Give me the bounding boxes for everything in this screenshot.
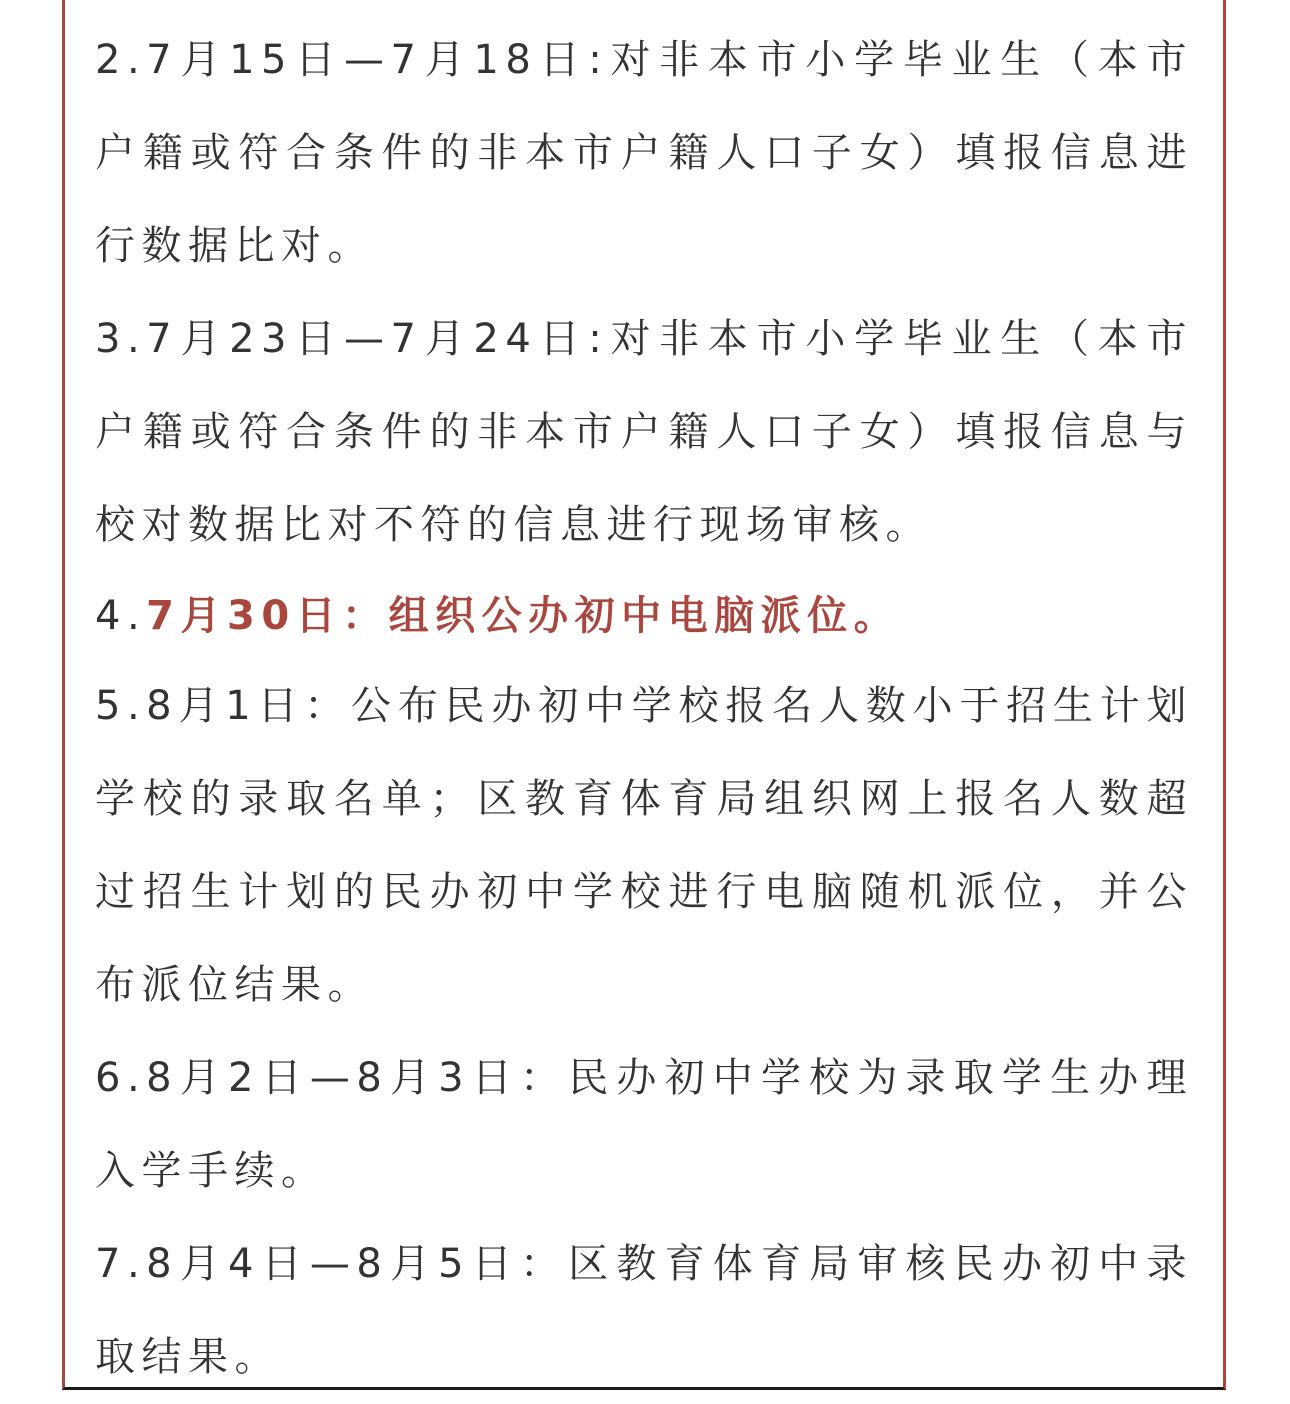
schedule-item-6 <box>95 1032 1193 1218</box>
highlighted-item-text: 7月30日：组织公办初中电脑派位。 <box>146 593 901 639</box>
item-text: 8月2日—8月3日：民办初中学校为录取学生办理入学手续。 <box>95 1055 1193 1194</box>
item-number: 3. <box>95 316 147 362</box>
article-body <box>95 14 1193 1404</box>
item-number: 2. <box>95 37 147 83</box>
item-text: 7月23日—7月24日:对非本市小学毕业生（本市户籍或符合条件的非本市户籍人口子女）填报信息与校对数据比对不符的信息进行现场审核。 <box>95 316 1193 548</box>
item-text: 8月1日：公布民办初中学校报名人数小于招生计划学校的录取名单；区教育体育局组织网上报名人数超过招生计划的民办初中学校进行电脑随机派位，并公布派位结果。 <box>95 683 1193 1008</box>
schedule-item-5 <box>95 660 1193 1032</box>
item-number: 5. <box>95 683 147 729</box>
schedule-item-7 <box>95 1218 1193 1404</box>
item-number: 6. <box>95 1055 147 1101</box>
schedule-item-2 <box>95 14 1193 293</box>
item-text: 7月15日—7月18日:对非本市小学毕业生（本市户籍或符合条件的非本市户籍人口子女）填报信息进行数据比对。 <box>95 37 1193 269</box>
item-number: 4. <box>95 593 147 639</box>
item-number: 7. <box>95 1241 147 1287</box>
schedule-item-4 <box>95 572 1193 660</box>
schedule-item-3 <box>95 293 1193 572</box>
item-text: 8月4日—8月5日：区教育体育局审核民办初中录取结果。 <box>95 1241 1193 1380</box>
